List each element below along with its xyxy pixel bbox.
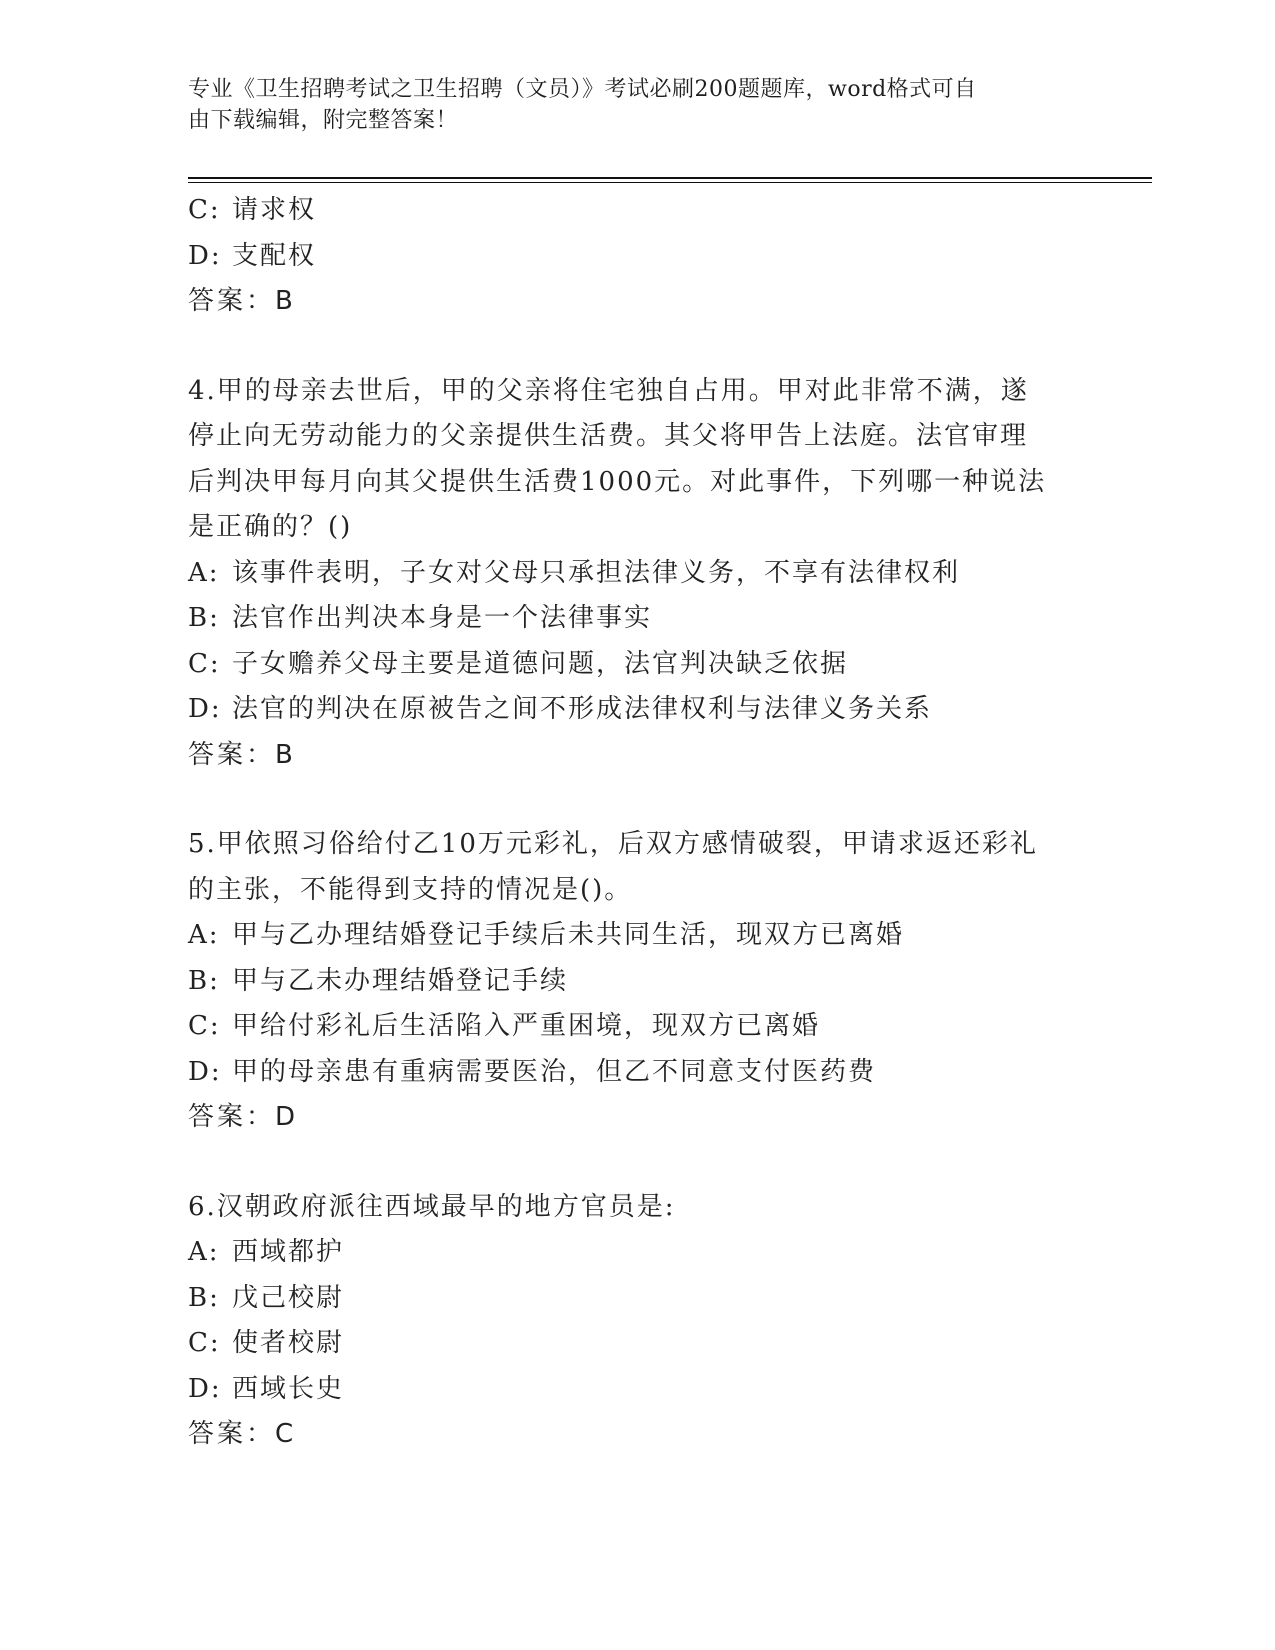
document-header bbox=[188, 74, 1068, 136]
header-divider-thin bbox=[188, 182, 1152, 183]
header-divider-thick bbox=[188, 177, 1152, 179]
option-text: 该事件表明，子女对父母只承担法律义务，不享有法律权利 bbox=[232, 557, 961, 588]
carryover-block bbox=[188, 188, 1088, 325]
option-text: 甲与乙办理结婚登记手续后未共同生活，现双方已离婚 bbox=[232, 920, 905, 950]
question-stem bbox=[188, 822, 1088, 913]
option-text: 甲的母亲患有重病需要医治，但乙不同意支付医药费 bbox=[232, 1056, 877, 1087]
option-key: D: bbox=[188, 240, 222, 271]
option-text: 支配权 bbox=[232, 240, 317, 271]
option-key: A: bbox=[188, 920, 220, 950]
option-d bbox=[188, 1050, 1088, 1096]
option-text: 法官作出判决本身是一个法律事实 bbox=[232, 603, 653, 633]
option-key: C: bbox=[188, 195, 221, 225]
question-line: 5.甲依照习俗给付乙10万元彩礼，后双方感情破裂，甲请求返还彩礼 bbox=[188, 829, 1038, 859]
spacer bbox=[188, 778, 1088, 822]
option-key: C: bbox=[188, 648, 221, 679]
option-text: 请求权 bbox=[232, 195, 317, 225]
option-text: 甲给付彩礼后生活陷入严重困境，现双方已离婚 bbox=[232, 1011, 821, 1041]
option-c bbox=[188, 1321, 1088, 1367]
question-line: 后判决甲每月向其父提供生活费1000元。对此事件，下列哪一种说法 bbox=[188, 466, 1047, 497]
question-6 bbox=[188, 1185, 1088, 1458]
option-d bbox=[188, 1367, 1088, 1413]
answer-label: 答案： bbox=[188, 286, 276, 316]
question-line: 的主张，不能得到支持的情况是()。 bbox=[188, 874, 633, 905]
question-line: 6.汉朝政府派往西域最早的地方官员是: bbox=[188, 1191, 676, 1222]
question-line: 是正确的？() bbox=[188, 512, 353, 542]
header-line-1: 专业《卫生招聘考试之卫生招聘（文员）》考试必刷200题题库，word格式可自 bbox=[188, 77, 977, 102]
answer-line bbox=[188, 1095, 1088, 1141]
document-body bbox=[188, 188, 1088, 1458]
option-text: 西域长史 bbox=[232, 1373, 345, 1404]
option-b bbox=[188, 959, 1088, 1005]
question-stem bbox=[188, 369, 1088, 551]
option-c bbox=[188, 188, 1088, 234]
header-line-2: 由下载编辑，附完整答案！ bbox=[188, 108, 459, 133]
option-key: A: bbox=[188, 1237, 220, 1267]
option-a bbox=[188, 913, 1088, 959]
option-a bbox=[188, 551, 1088, 597]
option-key: A: bbox=[188, 557, 220, 588]
option-key: C: bbox=[188, 1328, 221, 1358]
option-key: D: bbox=[188, 1373, 222, 1404]
option-key: D: bbox=[188, 694, 222, 724]
question-line: 停止向无劳动能力的父亲提供生活费。其父将甲告上法庭。法官审理 bbox=[188, 421, 1029, 451]
option-key: C: bbox=[188, 1011, 221, 1041]
option-b bbox=[188, 1276, 1088, 1322]
option-d bbox=[188, 687, 1088, 733]
answer-value: C bbox=[275, 1419, 295, 1449]
answer-line bbox=[188, 279, 1088, 325]
answer-line bbox=[188, 1412, 1088, 1458]
option-text: 法官的判决在原被告之间不形成法律权利与法律义务关系 bbox=[232, 694, 933, 724]
option-key: B: bbox=[188, 1282, 220, 1313]
option-key: D: bbox=[188, 1056, 222, 1087]
answer-value: B bbox=[275, 739, 294, 770]
option-d bbox=[188, 234, 1088, 280]
question-4 bbox=[188, 369, 1088, 779]
spacer bbox=[188, 325, 1088, 369]
option-b bbox=[188, 596, 1088, 642]
answer-value: B bbox=[275, 286, 294, 316]
option-key: B: bbox=[188, 603, 220, 633]
option-text: 戊己校尉 bbox=[232, 1282, 345, 1313]
question-stem bbox=[188, 1185, 1088, 1231]
option-text: 子女赡养父母主要是道德问题，法官判决缺乏依据 bbox=[232, 648, 849, 679]
answer-label: 答案： bbox=[188, 1102, 276, 1132]
answer-value: D bbox=[275, 1102, 297, 1132]
option-text: 甲与乙未办理结婚登记手续 bbox=[232, 965, 569, 996]
option-c bbox=[188, 1004, 1088, 1050]
question-5 bbox=[188, 822, 1088, 1141]
spacer bbox=[188, 1141, 1088, 1185]
option-a bbox=[188, 1230, 1088, 1276]
option-text: 西域都护 bbox=[232, 1237, 345, 1267]
answer-label: 答案： bbox=[188, 739, 276, 770]
question-line: 4.甲的母亲去世后，甲的父亲将住宅独自占用。甲对此非常不满，遂 bbox=[188, 375, 1029, 406]
answer-line bbox=[188, 733, 1088, 779]
option-c bbox=[188, 642, 1088, 688]
option-key: B: bbox=[188, 965, 220, 996]
answer-label: 答案： bbox=[188, 1419, 276, 1449]
option-text: 使者校尉 bbox=[232, 1328, 345, 1358]
